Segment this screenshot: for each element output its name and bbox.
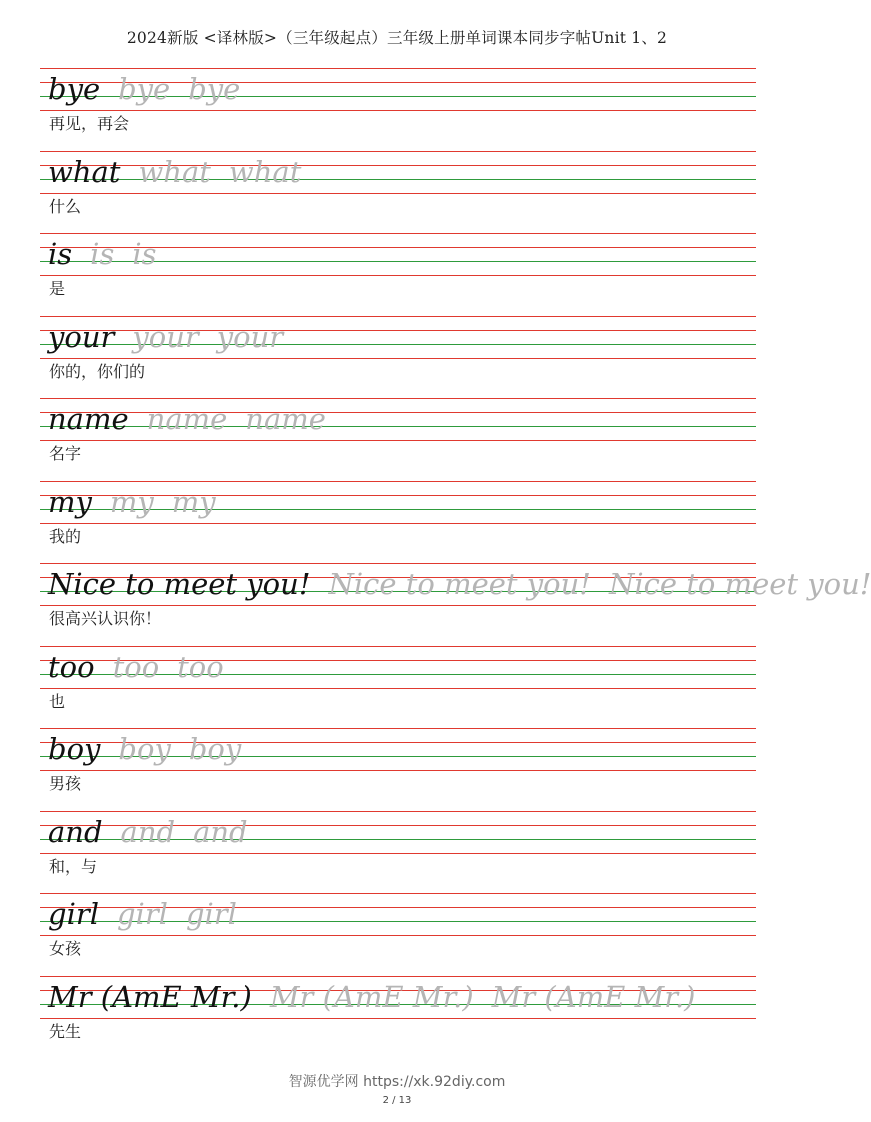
writing-guide-line bbox=[40, 605, 756, 606]
word-trace: Nice to meet you! bbox=[328, 567, 591, 601]
practice-word-row bbox=[48, 399, 326, 439]
word-trace: is bbox=[132, 237, 157, 271]
writing-guide-line bbox=[40, 523, 756, 524]
word-meaning: 也 bbox=[49, 691, 66, 711]
practice-word-row bbox=[48, 812, 248, 852]
word-meaning: 很高兴认识你！ bbox=[49, 609, 162, 628]
word-model: your bbox=[48, 319, 115, 354]
word-model: Mr (AmE Mr.) bbox=[48, 979, 252, 1014]
practice-word-row bbox=[48, 234, 157, 274]
word-trace: your bbox=[216, 319, 284, 354]
word-meaning: 女孩 bbox=[49, 939, 82, 958]
word-model: what bbox=[48, 154, 121, 189]
footer-source: 智源优学网 https://xk.92diy.com bbox=[288, 1074, 506, 1090]
writing-guide-line bbox=[40, 193, 756, 194]
word-trace: name bbox=[245, 402, 326, 436]
word-meaning: 什么 bbox=[49, 196, 82, 216]
copybook-entry bbox=[40, 976, 756, 1058]
writing-guide-line bbox=[40, 770, 756, 771]
writing-guide-line bbox=[40, 853, 756, 854]
copybook-entry bbox=[40, 151, 756, 233]
word-trace: what bbox=[228, 154, 302, 189]
practice-word-row bbox=[48, 482, 216, 522]
practice-word-row bbox=[48, 977, 695, 1017]
word-trace: and bbox=[193, 814, 248, 849]
word-model: and bbox=[48, 814, 103, 849]
word-trace: bye bbox=[118, 72, 171, 106]
copybook-entry bbox=[40, 728, 756, 810]
word-trace: girl bbox=[116, 897, 168, 931]
writing-guide-line bbox=[40, 935, 756, 936]
word-trace: your bbox=[132, 319, 199, 354]
word-meaning: 男孩 bbox=[49, 774, 82, 793]
word-meaning: 先生 bbox=[49, 1021, 82, 1041]
practice-word-row bbox=[48, 69, 240, 109]
practice-word-row bbox=[48, 647, 224, 687]
page-title: 2024新版 <译林版>（三年级起点）三年级上册单词课本同步字帖Unit 1、2 bbox=[126, 29, 668, 47]
word-model: my bbox=[48, 484, 92, 519]
word-trace: bye bbox=[188, 72, 241, 106]
practice-word-row bbox=[48, 152, 301, 192]
word-model: too bbox=[48, 649, 95, 684]
writing-guide-line bbox=[40, 358, 756, 359]
word-meaning: 你的，你们的 bbox=[49, 361, 146, 381]
word-trace: too bbox=[177, 649, 224, 684]
copybook-entry bbox=[40, 481, 756, 563]
word-trace: too bbox=[112, 649, 160, 684]
word-trace: boy bbox=[188, 732, 242, 766]
practice-word-row bbox=[48, 729, 241, 769]
word-meaning: 再见，再会 bbox=[49, 114, 130, 133]
practice-word-row bbox=[48, 564, 871, 604]
page-number: 2 / 13 bbox=[382, 1095, 412, 1106]
word-trace: is bbox=[90, 237, 115, 271]
copybook-entry bbox=[40, 68, 756, 150]
word-trace: what bbox=[138, 154, 211, 189]
copybook-entry bbox=[40, 563, 871, 645]
copybook-entry bbox=[40, 398, 756, 480]
word-model: boy bbox=[48, 732, 101, 766]
word-model: girl bbox=[48, 897, 99, 931]
practice-word-row bbox=[48, 317, 283, 357]
copybook-entry bbox=[40, 316, 756, 398]
word-model: bye bbox=[48, 72, 101, 106]
word-trace: girl bbox=[185, 897, 237, 931]
word-model: is bbox=[48, 237, 73, 271]
word-meaning: 名字 bbox=[49, 444, 82, 463]
word-trace: boy bbox=[118, 732, 171, 766]
word-trace: Mr (AmE Mr.) bbox=[269, 979, 474, 1014]
word-model: Nice to meet you! bbox=[48, 567, 311, 601]
word-meaning: 我的 bbox=[49, 526, 82, 546]
copybook-entry bbox=[40, 811, 756, 893]
writing-guide-line bbox=[40, 1018, 756, 1019]
writing-guide-line bbox=[40, 440, 756, 441]
copybook-entry bbox=[40, 893, 756, 975]
word-trace: and bbox=[120, 814, 176, 849]
word-trace: name bbox=[146, 402, 228, 436]
writing-guide-line bbox=[40, 688, 756, 689]
word-trace: Mr (AmE Mr.) bbox=[491, 979, 696, 1014]
word-trace: my bbox=[171, 484, 216, 519]
word-meaning: 是 bbox=[49, 279, 66, 298]
copybook-entry bbox=[40, 233, 756, 315]
word-trace: my bbox=[109, 484, 154, 519]
word-trace: Nice to meet you! bbox=[608, 567, 871, 601]
writing-guide-line bbox=[40, 275, 756, 276]
word-model: name bbox=[48, 402, 129, 436]
writing-guide-line bbox=[40, 110, 756, 111]
word-meaning: 和，与 bbox=[49, 856, 98, 876]
practice-word-row bbox=[48, 894, 237, 934]
copybook-entry bbox=[40, 646, 756, 728]
